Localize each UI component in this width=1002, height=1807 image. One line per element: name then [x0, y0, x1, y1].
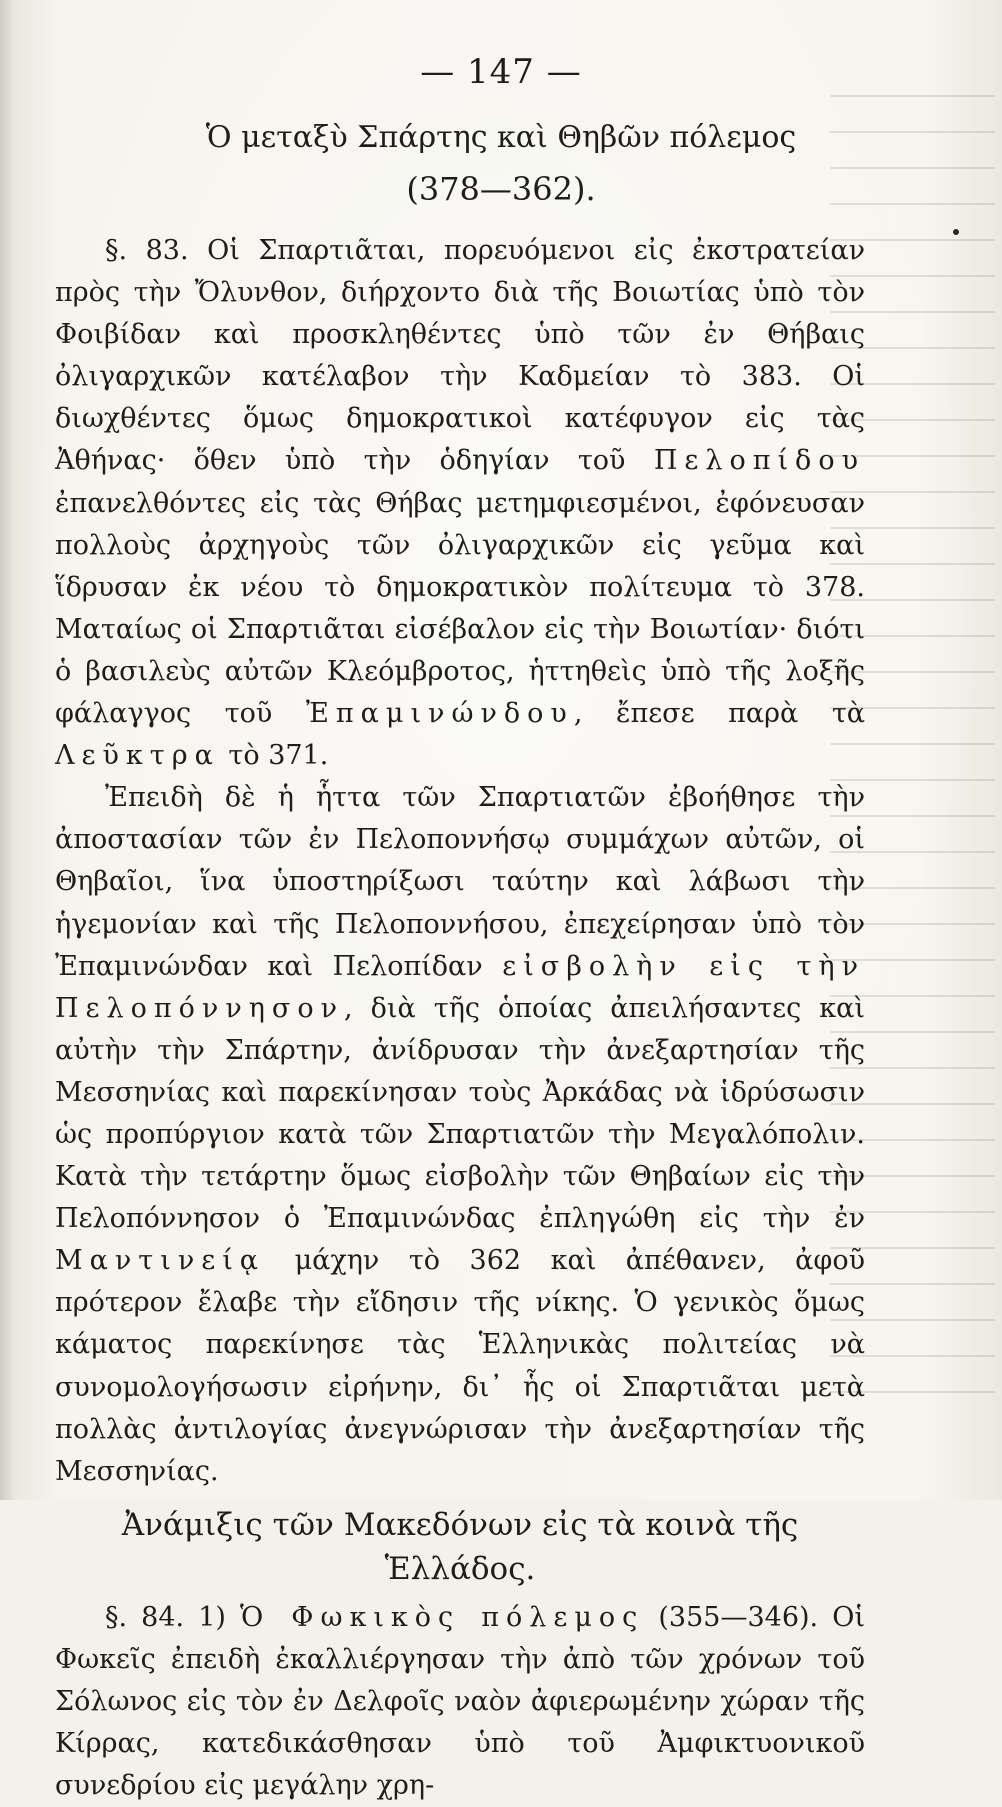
- paragraph-text: μάχην τὸ 362 καὶ ἀπέθανεν, ἀφοῦ πρότερον ἔλαβε τὴν εἴδησιν τῆς νίκης. Ὁ γενικὸς ὅμως κάματος παρεκίνησε τὰς Ἑλληνικὰς πολιτείας νὰ συνομολογήσωσιν εἰρήνην, δι᾽ ἧς οἱ Σπαρτιᾶται μετὰ πολλὰς ἀντιλογίας ἀνεγνώρισαν τὴν ἀνεξαρτησίαν τῆς Μεσσηνίας.: [55, 1245, 865, 1487]
- paragraph-text: Οἱ Σπαρτιᾶται, πορευόμενοι εἰς ἐκστρατείαν πρὸς τὴν Ὄλυνθον, διήρχοντο διὰ τῆς Βοιωτίας ὑπὸ τὸν Φοιβίδαν καὶ προσκληθέντες ὑπὸ τῶν ἐν Θήβαις ὀλιγαρχικῶν κατέλαβον τὴν Καδμείαν τὸ 383. Οἱ διωχθέντες ὅμως δημοκρατικοὶ κατέφυγον εἰς τὰς Ἀθήνας· ὅθεν ὑπὸ τὴν ὁδηγίαν τοῦ: [55, 235, 865, 477]
- page-spine-shadow: [0, 0, 14, 1500]
- paragraph-invasion: [55, 777, 865, 1493]
- paragraph-text: ἐπανελθόντες εἰς τὰς Θήβας μετημφιεσμένοι, ἐφόνευσαν πολλοὺς ἀρχηγοὺς τῶν ὀλιγαρχικῶν εἰς γεῦμα καὶ ἵδρυσαν ἐκ νέου τὸ δημοκρατικὸν πολίτευμα τὸ 378. Ματαίως οἱ Σπαρτιᾶται εἰσέβαλον εἰς τὴν Βοιωτίαν· διότι ὁ βασιλεὺς αὐτῶν Κλεόμβροτος, ἡττηθεὶς ὑπὸ τῆς λοξῆς φάλαγγος τοῦ: [55, 487, 865, 730]
- paragraph-text: , διὰ τῆς ὁποίας ἀπειλήσαντες καὶ αὐτὴν τὴν Σπάρτην, ἀνίδρυσαν τὴν ἀνεξαρτησίαν τῆς Μεσσηνίας καὶ παρεκίνησαν τοὺς Ἀρκάδας νὰ ἱδρύσωσιν ὡς προπύργιον κατὰ τῶν Σπαρτιατῶν τὴν Μεγαλόπολιν. Κατὰ τὴν τετάρτην ὅμως εἰσβολὴν τῶν Θηβαίων εἰς τὴν Πελοπόννησον ὁ Ἐπαμινώνδας ἐπληγώθη εἰς τὴν ἐν: [55, 992, 865, 1235]
- spaced-name-mantineia: Μαντινείᾳ: [55, 1245, 266, 1277]
- subsection-heading: Ἀνάμιξις τῶν Μακεδόνων εἰς τὰ κοινὰ τῆς Ἑλλάδος.: [121, 1506, 799, 1587]
- paragraph-dates: (355—346).: [658, 1601, 819, 1633]
- section-dates: (378—362).: [406, 170, 596, 208]
- spaced-name-epaminondou: Ἐπαμινώνδου: [305, 698, 574, 730]
- page-body: [55, 230, 865, 1807]
- paragraph-text: Οἱ Φωκεῖς ἐπειδὴ ἐκαλλιέργησαν τὴν ἀπὸ τῶν χρόνων τοῦ Σόλωνος εἰς τὸν ἐν Δελφοῖς ναὸν ἀφιερωμένην χώραν τῆς Κίρρας, κατεδικάσθησαν ὑπὸ τοῦ Ἀμφικτυονικοῦ συνεδρίου εἰς μεγάλην χρη-: [55, 1601, 865, 1802]
- spaced-phrase-eisbolin: εἰσβολὴν εἰς τὴν Πελοπόννησον: [55, 950, 865, 1024]
- ink-spot: [953, 229, 959, 235]
- page-number: — 147 —: [420, 52, 582, 92]
- paragraph-text: Ἐπειδὴ δὲ ἡ ἧττα τῶν Σπαρτιατῶν ἐβοήθησε τὴν ἀποστασίαν τῶν ἐν Πελοποννήσῳ συμμάχων αὐτῶν, οἱ Θηβαῖοι, ἵνα ὑποστηρίξωσι ταύτην καὶ λάβωσι τὴν ἡγεμονίαν καὶ τῆς Πελοποννήσου, ἐπεχείρησαν ὑπὸ τὸν Ἐπαμινώνδαν καὶ Πελοπίδαν: [55, 782, 865, 982]
- paragraph-label: §. 83.: [105, 235, 189, 266]
- section-title: Ὁ μεταξὺ Σπάρτης καὶ Θηβῶν πόλεμος: [205, 120, 797, 155]
- spaced-name-pelopidou: Πελοπίδου: [653, 445, 865, 477]
- paragraph-label: §. 84. 1): [105, 1601, 226, 1633]
- paragraph-83: [55, 230, 865, 777]
- paragraph-84: [55, 1597, 865, 1807]
- paragraph-text: , ἔπεσε παρὰ τὰ: [573, 698, 865, 730]
- paragraph-text: τὸ 371.: [228, 740, 329, 772]
- spaced-name-leuktra: Λεῦκτρα: [55, 740, 220, 772]
- paragraph-title: Ὁ Φωκικὸς πόλεμος: [240, 1601, 645, 1633]
